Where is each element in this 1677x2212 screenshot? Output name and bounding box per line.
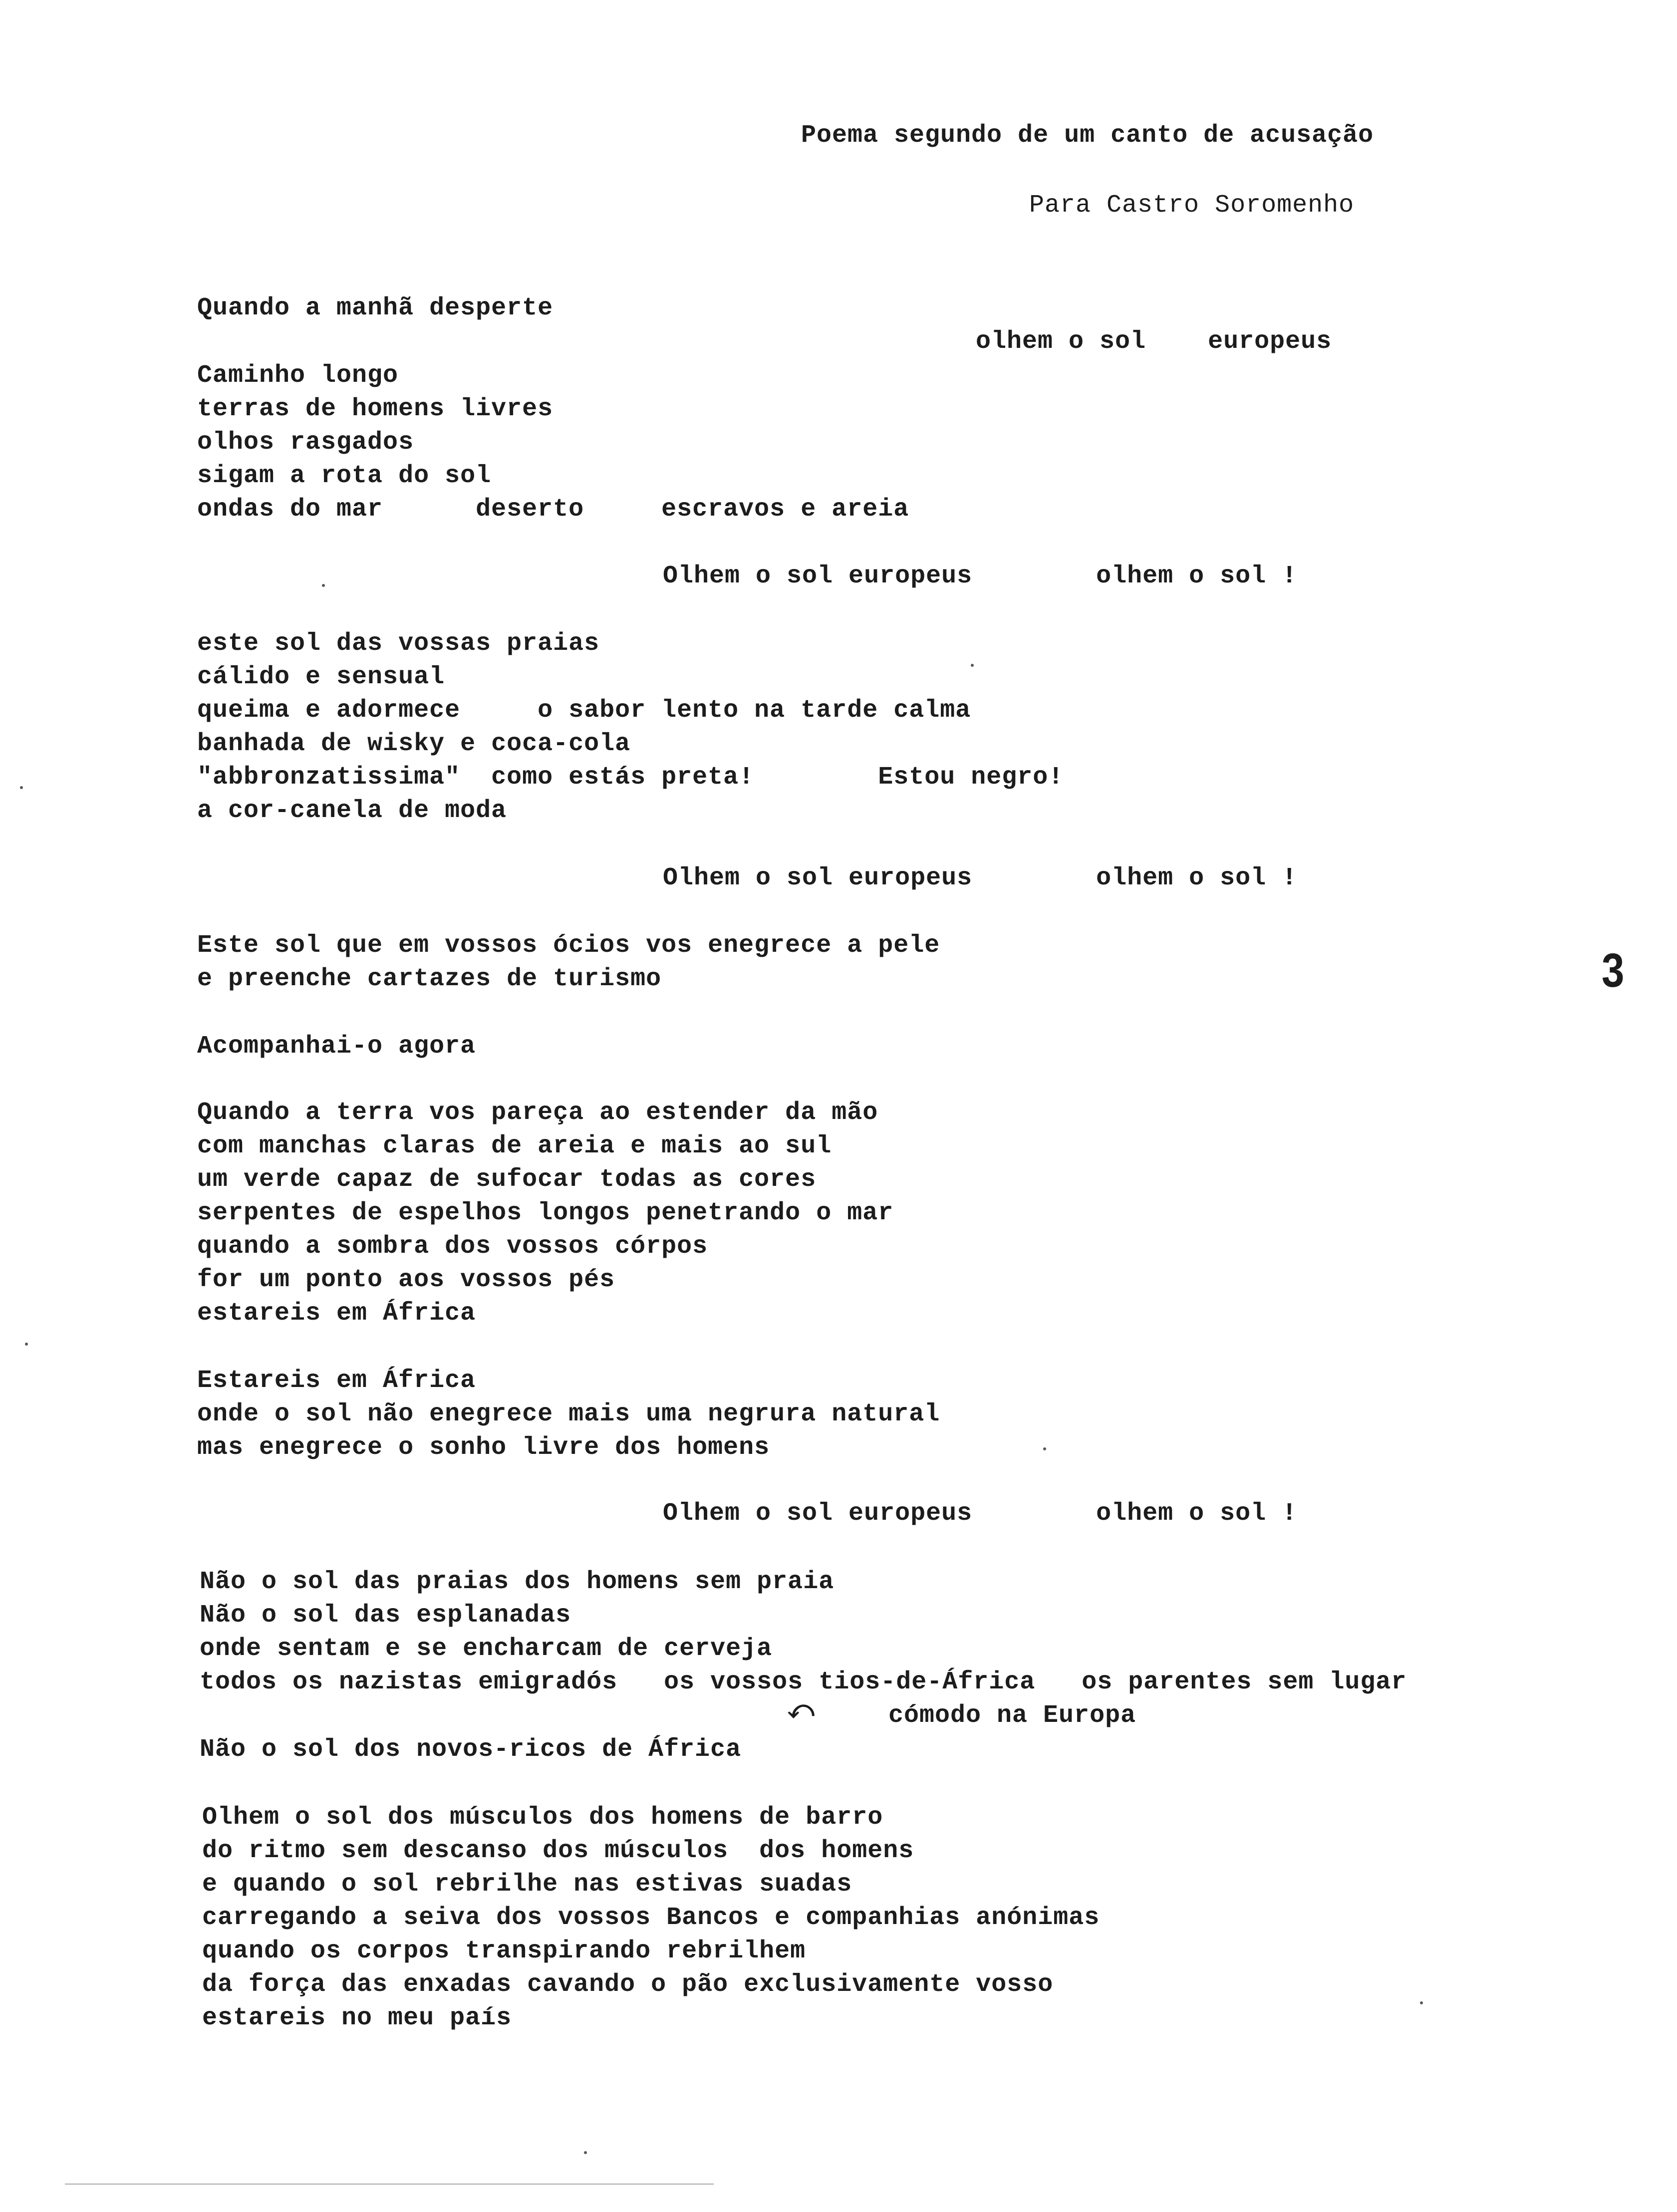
poem-line: cómodo na Europa	[888, 1701, 1136, 1730]
poem-line: queima e adormece o sabor lento na tarde calma	[197, 696, 971, 725]
poem-line: Não o sol das esplanadas	[200, 1601, 571, 1630]
poem-line: Não o sol dos novos-ricos de África	[200, 1735, 742, 1764]
scan-speck	[322, 584, 325, 587]
scan-speck	[1043, 1447, 1046, 1450]
poem-line: e preenche cartazes de turismo	[197, 965, 662, 993]
poem-line: banhada de wisky e coca-cola	[197, 730, 631, 758]
poem-line: Não o sol das praias dos homens sem praia	[200, 1568, 835, 1596]
poem-line: carregando a seiva dos vossos Bancos e companhias anónimas	[202, 1904, 1100, 1932]
poem-refrain: Olhem o sol europeus olhem o sol !	[663, 1499, 1298, 1528]
poem-line: "abbronzatissima" como estás preta! Estou negro!	[197, 763, 1064, 792]
poem-line: Quando a manhã desperte	[197, 294, 554, 322]
poem-line: a cor-canela de moda	[197, 797, 507, 825]
poem-line: da força das enxadas cavando o pão exclusivamente vosso	[202, 1970, 1054, 1999]
poem-line: onde sentam e se encharcam de cerveja	[200, 1635, 773, 1663]
poem-line: olhem o sol europeus	[976, 327, 1332, 356]
poem-line: estareis em África	[197, 1299, 476, 1328]
poem-line: Este sol que em vossos ócios vos enegrece a pele	[197, 931, 940, 960]
poem-line: cálido e sensual	[197, 663, 445, 691]
scan-speck	[20, 786, 23, 789]
poem-line: onde o sol não enegrece mais uma negrura natural	[197, 1400, 940, 1428]
poem-line: Caminho longo	[197, 361, 399, 390]
poem-line: do ritmo sem descanso dos músculos dos homens	[202, 1837, 914, 1865]
scan-speck	[25, 1343, 28, 1346]
scan-speck	[1420, 2001, 1423, 2004]
poem-line: com manchas claras de areia e mais ao sul	[197, 1132, 832, 1160]
poem-line: um verde capaz de sufocar todas as cores	[197, 1165, 817, 1194]
poem-line: quando a sombra dos vossos córpos	[197, 1232, 708, 1261]
poem-line: e quando o sol rebrilhe nas estivas suadas	[202, 1870, 852, 1899]
poem-line: for um ponto aos vossos pés	[197, 1266, 615, 1294]
poem-line: Estareis em África	[197, 1367, 476, 1395]
poem-refrain: Olhem o sol europeus olhem o sol !	[663, 864, 1298, 892]
poem-line: sigam a rota do sol	[197, 462, 492, 490]
poem-line: este sol das vossas praias	[197, 629, 600, 658]
poem-line: Olhem o sol dos músculos dos homens de barro	[202, 1803, 883, 1832]
poem-line: Acompanhai-o agora	[197, 1032, 476, 1061]
poem-line: serpentes de espelhos longos penetrando o mar	[197, 1199, 894, 1227]
poem-line: quando os corpos transpirando rebrilhem	[202, 1937, 806, 1965]
poem-line: olhos rasgados	[197, 428, 414, 457]
scan-speck	[584, 2151, 587, 2154]
poem-line: mas enegrece o sonho livre dos homens	[197, 1433, 770, 1462]
poem-dedication: Para Castro Soromenho	[1029, 191, 1355, 220]
poem-line: estareis no meu país	[202, 2004, 512, 2032]
scan-edge-mark	[65, 2184, 714, 2185]
poem-line: todos os nazistas emigradós os vossos tios-de-África os parentes sem lugar	[200, 1668, 1407, 1696]
insertion-arrow-icon: ⤺	[788, 1697, 815, 1726]
poem-line: ondas do mar deserto escravos e areia	[197, 495, 909, 524]
poem-line: terras de homens livres	[197, 395, 554, 423]
poem-refrain: Olhem o sol europeus olhem o sol !	[663, 562, 1298, 590]
poem-line: Quando a terra vos pareça ao estender da mão	[197, 1099, 878, 1127]
scan-speck	[971, 664, 974, 667]
poem-title: Poema segundo de um canto de acusação	[801, 121, 1374, 150]
page-number: 3	[1602, 944, 1625, 997]
